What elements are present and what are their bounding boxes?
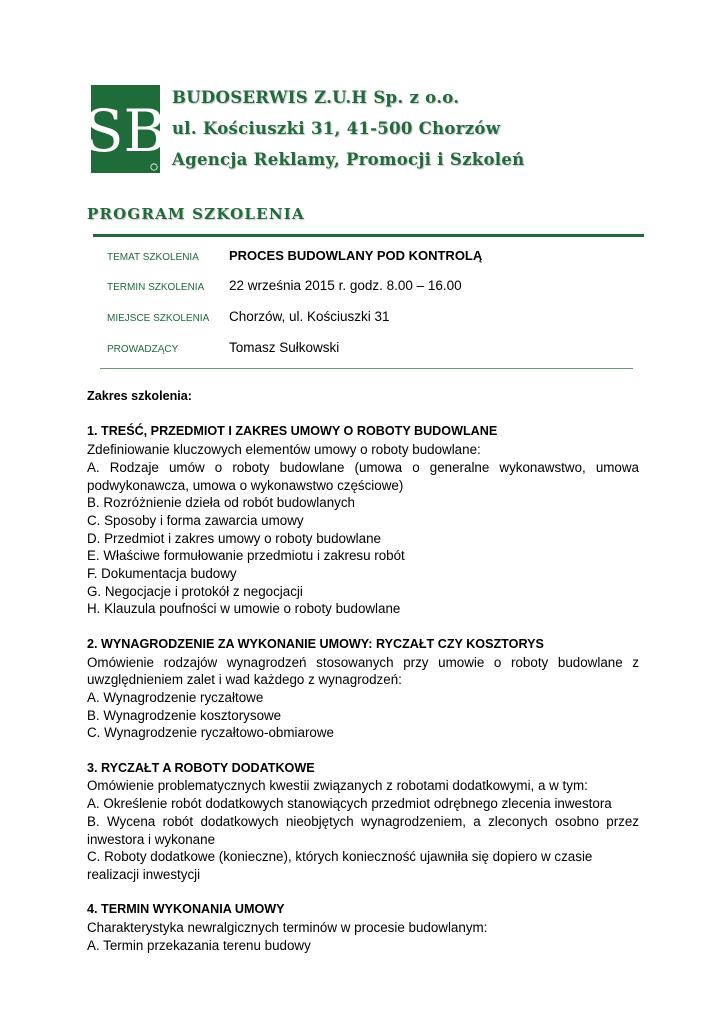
list-item: B. Wycena robót dodatkowych nieobjętych wynagrodzeniem, a zleconych osobno przez inwestora i wykonane <box>87 813 639 847</box>
list-item: F. Dokumentacja budowy <box>87 566 237 582</box>
list-item: D. Przedmiot i zakres umowy o roboty budowlane <box>87 530 381 546</box>
list-item: C. Wynagrodzenie ryczałtowo-obmiarowe <box>87 725 334 741</box>
scope-title: Zakres szkolenia: <box>87 389 192 403</box>
trainer-value: Tomasz Sułkowski <box>229 340 340 355</box>
list-item: A. Określenie robót dodatkowych stanowiących przedmiot odrębnego zlecenia inwestora <box>87 796 612 812</box>
section-intro: Omówienie problematycznych kwestii związanych z robotami dodatkowymi, a w tym: <box>87 778 588 794</box>
list-item: H. Klauzula poufności w umowie o roboty budowlane <box>87 601 401 617</box>
list-item: E. Właściwe formułowanie przedmiotu i zakresu robót <box>87 548 405 564</box>
section-heading: 1. TREŚĆ, PRZEDMIOT I ZAKRES UMOWY O ROBOTY BUDOWLANE <box>87 424 498 439</box>
list-item: A. Rodzaje umów o roboty budowlane (umowa o generalne wykonawstwo, umowa podwykonawcza, umowa o wykonawstwo częściowe) <box>87 459 639 493</box>
list-item: B. Wynagrodzenie kosztorysowe <box>87 707 282 723</box>
company-header <box>172 86 524 179</box>
section-intro: Omówienie rodzajów wynagrodzeń stosowanych przy umowie o roboty budowlane z uwzględnieniem zalet i wad każdego z wynagrodzeń: <box>87 654 639 688</box>
list-item: C. Roboty dodatkowe (konieczne), których konieczność ujawniła się dopiero w czasie realizacji inwestycji <box>87 849 593 882</box>
company-logo <box>83 85 167 173</box>
list-item: B. Rozróżnienie dzieła od robót budowlanych <box>87 495 355 511</box>
section-heading: 2. WYNAGRODZENIE ZA WYKONANIE UMOWY: RYCZAŁT CZY KOSZTORYS <box>87 636 544 651</box>
section-intro: Zdefiniowanie kluczowych elementów umowy o roboty budowlane: <box>87 442 481 458</box>
section-heading: 3. RYCZAŁT A ROBOTY DODATKOWE <box>87 760 315 775</box>
list-item: G. Negocjacje i protokół z negocjacji <box>87 583 303 599</box>
company-name: BUDOSERWIS Z.U.H Sp. z o.o. <box>172 88 460 107</box>
date-value: 22 września 2015 r. godz. 8.00 – 16.00 <box>229 278 462 293</box>
logo-text: SB <box>83 97 167 165</box>
info-divider <box>100 368 633 369</box>
topic-label: TEMAT SZKOLENIA <box>107 252 199 263</box>
list-item: A. Wynagrodzenie ryczałtowe <box>87 689 264 705</box>
list-item: A. Termin przekazania terenu budowy <box>87 937 311 953</box>
title-divider <box>93 234 644 237</box>
program-title: PROGRAM SZKOLENIA <box>87 205 305 223</box>
training-scope <box>87 388 639 954</box>
topic-value: PROCES BUDOWLANY POD KONTROLĄ <box>229 248 483 263</box>
place-value: Chorzów, ul. Kościuszki 31 <box>229 309 390 324</box>
place-label: MIEJSCE SZKOLENIA <box>107 313 210 324</box>
sb-logo-icon <box>83 85 167 173</box>
date-label: TERMIN SZKOLENIA <box>107 282 205 293</box>
trainer-label: PROWADZĄCY <box>107 344 179 355</box>
list-item: C. Sposoby i forma zawarcia umowy <box>87 512 304 528</box>
section-intro: Charakterystyka newralgicznych terminów w procesie budowlanym: <box>87 920 488 936</box>
section-heading: 4. TERMIN WYKONANIA UMOWY <box>87 902 285 917</box>
company-address: ul. Kościuszki 31, 41-500 Chorzów <box>172 119 501 138</box>
company-tagline: Agencja Reklamy, Promocji i Szkoleń <box>172 150 525 169</box>
